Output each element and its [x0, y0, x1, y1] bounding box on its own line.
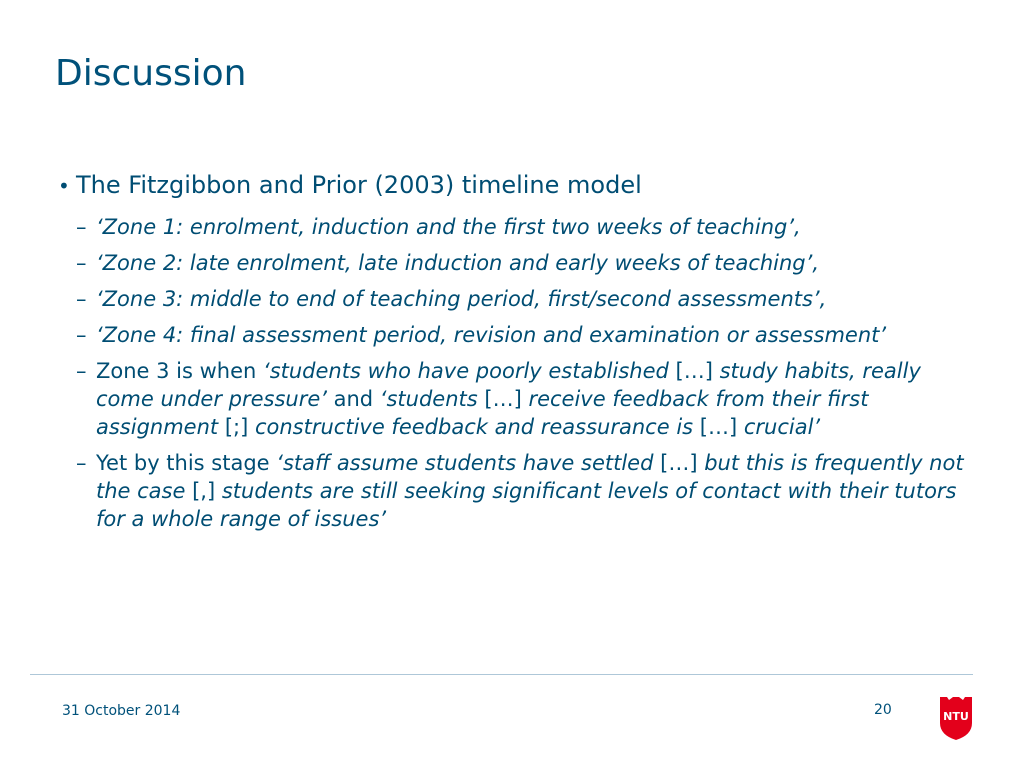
sub-bullet-text: ‘Zone 2: late enrolment, late induction and early weeks of teaching’,: [96, 251, 819, 275]
sub-bullet-text: receive feedback from their first assignment: [96, 387, 869, 439]
sub-bullet-text: ‘staff assume students have settled: [276, 451, 661, 475]
dash-marker: –: [76, 251, 87, 275]
sub-bullet-item: [76, 249, 976, 277]
sub-bullet-text: crucial’: [743, 415, 821, 439]
main-bullet-text: The Fitzgibbon and Prior (2003) timeline model: [76, 171, 642, 199]
dash-marker: –: [76, 451, 87, 475]
main-bullet: [58, 168, 642, 203]
sub-bullet-text: constructive feedback and reassurance is: [254, 415, 700, 439]
sub-bullet-text: Zone 3 is when: [96, 359, 264, 383]
footer-divider: [30, 674, 973, 675]
sub-bullet-text: students are still seeking significant levels of contact with their tutors for a whole range of issues’: [96, 479, 957, 531]
sub-bullet-text: Yet by this stage: [96, 451, 277, 475]
sub-bullet-text: [;]: [224, 415, 255, 439]
sub-bullet-text: […]: [660, 451, 705, 475]
footer-date: 31 October 2014: [62, 703, 181, 719]
sub-bullet-item: [76, 321, 976, 349]
sub-bullet-text: […]: [675, 359, 720, 383]
sub-bullet-text: study habits, really come under pressure’: [96, 359, 921, 411]
sub-bullet-text: but this is frequently not the case: [96, 451, 964, 503]
sub-bullet-item: [76, 449, 976, 533]
dash-marker: –: [76, 323, 87, 347]
logo-text: NTU: [943, 710, 969, 723]
dash-marker: –: [76, 215, 87, 239]
sub-bullet-text: ‘Zone 4: final assessment period, revision and examination or assessment’: [96, 323, 887, 347]
sub-bullet-text: ‘students: [379, 387, 485, 411]
slide-title: Discussion: [55, 53, 247, 94]
dash-marker: –: [76, 287, 87, 311]
dash-marker: –: [76, 359, 87, 383]
sub-bullet-text: ‘students who have poorly established: [263, 359, 676, 383]
sub-bullet-list: [76, 213, 976, 541]
page-number: 20: [874, 702, 892, 718]
sub-bullet-text: and: [326, 387, 380, 411]
sub-bullet-text: [,]: [192, 479, 222, 503]
sub-bullet-item: [76, 357, 976, 441]
ntu-logo-icon: [937, 693, 975, 741]
sub-bullet-item: [76, 213, 976, 241]
sub-bullet-text: ‘Zone 1: enrolment, induction and the first two weeks of teaching’,: [96, 215, 801, 239]
sub-bullet-item: [76, 285, 976, 313]
sub-bullet-text: […]: [699, 415, 744, 439]
bullet-dot: •: [58, 174, 70, 198]
sub-bullet-text: […]: [484, 387, 529, 411]
sub-bullet-text: ‘Zone 3: middle to end of teaching period, first/second assessments’,: [96, 287, 827, 311]
